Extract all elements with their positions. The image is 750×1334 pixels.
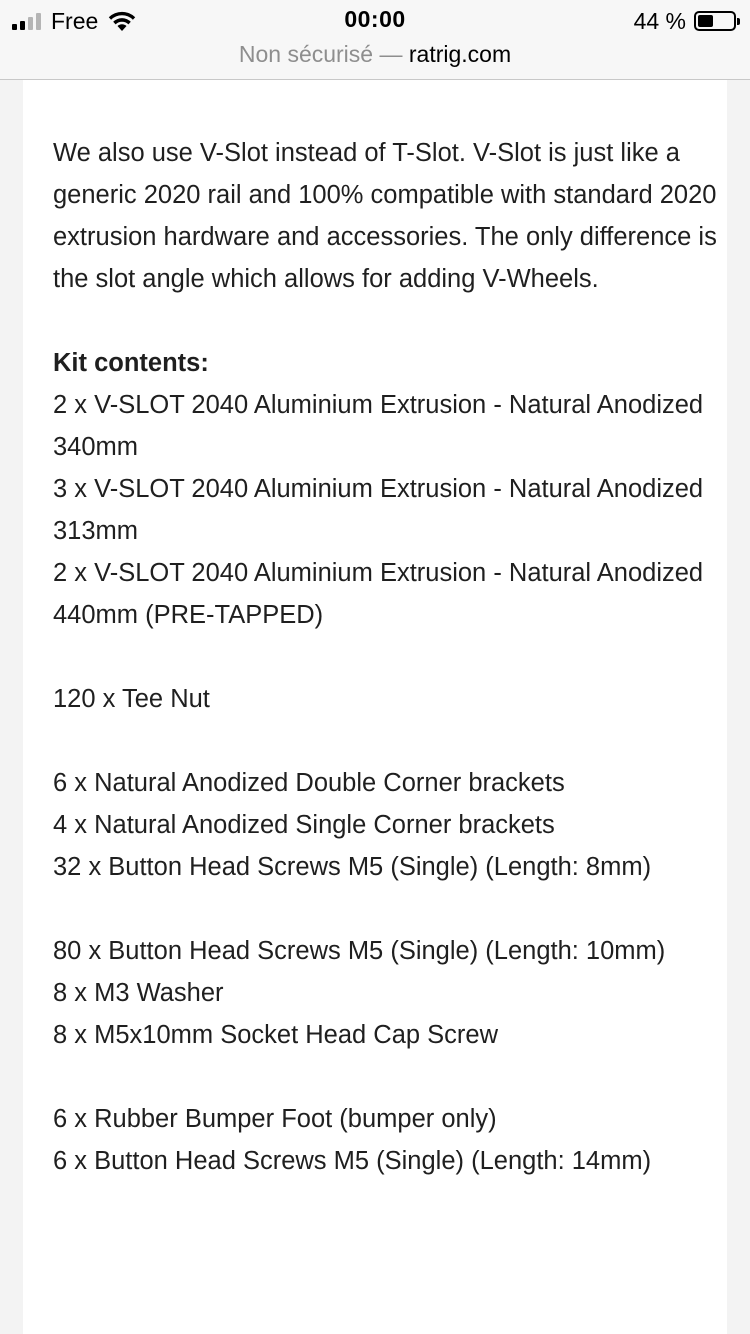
kit-item: 3 x V-SLOT 2040 Aluminium Extrusion - Natural Anodized 313mm — [53, 475, 704, 545]
battery-percentage: 44 % — [633, 7, 686, 34]
spacer — [53, 1056, 723, 1098]
security-label: Non sécurisé — [238, 41, 374, 67]
carrier-name: Free — [51, 7, 99, 34]
kit-contents-list — [53, 384, 723, 1182]
address-bar[interactable] — [0, 40, 750, 80]
intro-paragraph: We also use V-Slot instead of T-Slot. V-Slot is just like a generic 2020 rail and 100% compatible with standard 2020 extrusion hardware and accessories. The only difference is the slot angle which allows for adding V-Wheels. — [53, 139, 717, 293]
kit-item: 8 x M3 Washer — [53, 979, 224, 1007]
url-domain: ratrig.com — [408, 41, 512, 67]
spacer — [53, 888, 723, 930]
kit-item: 80 x Button Head Screws M5 (Single) (Length: 10mm) — [53, 937, 666, 965]
kit-item: 32 x Button Head Screws M5 (Single) (Length: 8mm) — [53, 853, 652, 881]
kit-item: 6 x Rubber Bumper Foot (bumper only) — [53, 1105, 497, 1133]
status-right — [634, 7, 736, 35]
spacer — [53, 636, 723, 678]
product-description — [53, 132, 723, 1182]
kit-item: 2 x V-SLOT 2040 Aluminium Extrusion - Natural Anodized 340mm — [53, 391, 704, 461]
spacer — [53, 300, 723, 342]
kit-item: 120 x Tee Nut — [53, 685, 210, 713]
status-clock: 00:00 — [344, 6, 406, 32]
status-bar — [0, 0, 750, 40]
battery-fill — [698, 15, 713, 27]
kit-item: 4 x Natural Anodized Single Corner brackets — [53, 811, 555, 839]
kit-item: 6 x Natural Anodized Double Corner brackets — [53, 769, 565, 797]
kit-item: 2 x V-SLOT 2040 Aluminium Extrusion - Natural Anodized 440mm (PRE-TAPPED) — [53, 559, 704, 629]
kit-contents-heading: Kit contents: — [53, 349, 209, 377]
url-separator: — — [373, 41, 409, 67]
kit-item: 6 x Button Head Screws M5 (Single) (Length: 14mm) — [53, 1147, 652, 1175]
battery-icon — [694, 11, 736, 31]
spacer — [53, 720, 723, 762]
kit-item: 8 x M5x10mm Socket Head Cap Screw — [53, 1021, 499, 1049]
